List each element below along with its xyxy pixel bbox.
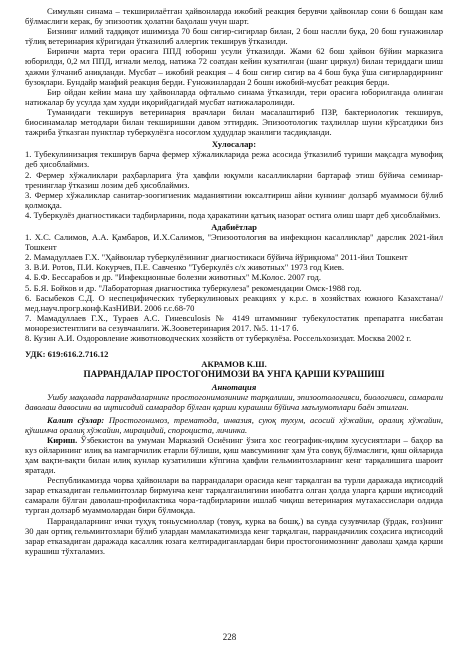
conclusions-list <box>25 149 443 220</box>
page-number: 228 <box>222 632 237 642</box>
reference-item: 6. Басыбеков С.Д. О неспецифических туберкулиновых реакциях у к.р.с. в хозяйствах южного Казахстана//мед.науч.прогр.конф.КазНИВИ. 2006 г.с.68-70 <box>25 292 443 313</box>
reference-item: 2. Мамадуллаев Г.Х. "Ҳайвонлар туберкулёзининг диагностикаси бўйича йўриқнома" 2011-йил Тошкент <box>25 252 408 263</box>
annotation-text: Ушбу мақолада паррандаларнинг простогонимозининг тарқалиши, эпизоотологияси, биологияси, самарали даволаш давосини ва ицтисодий самарадор бўлган қарши курашиш бўйича маълумотлари баён этилган. <box>25 392 443 413</box>
list-item: 3. Фермер хўжаликлар санитар-зоогигиеник маданиятини юксалтириш айни куннинг долзарб муаммоси бўлиб қолмоқда. <box>25 189 443 210</box>
reference-item: 5. Б.Я. Бойков и др. "Лабораторная диагностика туберкулеза" рекомендации Омск-1988 год. <box>25 282 362 293</box>
references-list <box>25 232 443 343</box>
reference-item: 7. Мамадуллаев Г.Х., Тураев А.С. Гиневсulosis № 4149 штаммнинг тубекулостатик препаратга нисбатан монорезистентлиги ва сезувчанлиги. Ж.Зооветеринария 2017. №5. 11-17 б. <box>25 312 443 333</box>
article-title: ПАРРАНДАЛАР ПРОСТОГОНИМОЗИ ВА УНГА ҚАРШИ КУРАШИШ <box>83 369 385 380</box>
references-heading: Адабиётлар <box>211 221 257 232</box>
paragraph: Паррандаларнинг ички туҳуқ тоньусмиоллар (товуқ, курка ва бошқ.) ва сувда сузувчилар (ўрдак, ғоз)нинг 30 дан ортиқ гельминтозлари бўлиб улардан мамлакатимизда кенг тарқалган, паррандачилик соҳасига иқтисодий зарар етказадиган даражада касаллик юзага келтирадиганлардан бири простогонимознинг даволаш ҳамда қарши курашиш тўхталамиз. <box>25 515 443 556</box>
intro-text: Ўзбекистон ва умуман Марказий Осиёнинг ўзига хос географик-иқлим хусусиятлари – баҳор ва куз ойларининг илиқ ва намгарчилик етарли бўлиши, қиш мавсумининг ҳам ўта совуқ бўлмаслиги, қиш ойларида ҳам вақти-вақти билан илиқ кунлар кузатилиши кўпгина ҳавфли гельминтозларнинг кенг тарқалишига шароит яратади. <box>25 434 443 476</box>
reference-item: 1. Х.С. Салимов, А.А. Қамбаров, И.Х.Салимов, "Эпизоотология ва инфекцион касалликлар" дарслик 2021-йил Тошкент <box>25 232 443 253</box>
paragraph: Симульян синама – текширилаётган ҳайвонларда ижобий реакция берувчи ҳайвонлар сони 6 бошдан кам бўлмаслиги керак, бу эпизоотик ҳолатни баҳолаш учун шарт. <box>25 6 443 27</box>
conclusions-heading: Хулосалар: <box>211 139 257 150</box>
article-authors: АКРАМОВ К.Ш. <box>201 359 267 370</box>
intro-paragraph <box>25 435 443 475</box>
page-content <box>25 6 443 556</box>
keywords <box>25 415 443 435</box>
paragraph: Бир ойдан кейин мана шу ҳайвонларда офтальмо синама ўтказилди, тери орасига юборилганда олинган натижалар бу усулда ҳам худди иқорийдагидай мусбат натижаларолинди. <box>25 86 443 107</box>
annotation-heading: Аннотация <box>211 382 257 393</box>
reference-item: 8. Кузин А.И. Оздоровление животноводческих хозяйств от туберкулёза. Россельхозиздат. Москва 2002 г. <box>25 333 412 343</box>
paragraph: Биринчи марта тери орасига ППД юбориш усули ўтказилди. Жами 62 бош ҳайвон бўйин марказига юборилди, 0,2 мл ППД, игнали мелод, натижа 72 соатдан кейин кузатилган (шанг циркул) билан териддаги шиш ҳажми ўлчаниб аниқланди. Мусбат – ижобий реакция – 4 бош сигир сигир ва 4 бош буқа ўша сигирлардирнинг бузоқлари. Бундайр манфий реакция берди. Ғуножинлардан 2 бошн ижобий-мусбат реакция берди. <box>25 46 443 87</box>
list-item: 2. Фермер хўжаликлари раҳбарларига ўта ҳавфли юқумли касалликларни бартараф этиш бўйича семинар-тренинглар ўтказиш лозим деб ҳисоблаймиз. <box>25 169 443 190</box>
list-item: 1. Тубекулинизация текширув барча фермер хўжаликларида режа асосида ўтказилиб туриши мақсадга мувофиқ деб ҳисоблаймиз. <box>25 149 443 170</box>
paragraph: Республикамизда чорва ҳайвонлари ва паррандалари орасида кенг тарқалган ва турли даражада иқтисодий зарар етказадиган гельминтозлар бирмунча кенг тарқалганлигини инобатга олган ҳолда уларга қарши иқтисодий самарали бўлган даволаш-профилактика чора-тадбирларини ишлаб чиқиш ветеринария мутахассислари олдида турган долзарб муаммолардан бири бўлмоқда. <box>25 475 443 516</box>
udk-code: УДК: 619:616.2.716.12 <box>25 349 109 360</box>
reference-item: 3. В.И. Ротов, П.И. Кокурчев, П.Е. Савченко "Туберкулёз с/х животных" 1973 год Киев. <box>25 262 345 273</box>
paragraph: Бизнинг илмий тадқиқот ишимизда 70 бош сигир-сигирлар билан, 2 бош наслли буқа, 20 бош ғунажинлар тўлиқ ветеринария кўригидан ўтказилиб аллергик текширув ўтказилди. <box>25 26 443 47</box>
keywords-text: Простогонимоз, трематода, инвазия, суюқ тухум, асосий хўжайин, оралиқ хўжайин, қўшимча оралиқ хўжайин, мирацидий, спороциста, личинка. <box>25 414 444 435</box>
paragraph: Туманидаги текширув ветеринария врачлари билан масалаштириб ПЗР, бактериологик текширув, биосинамалар методлари билан текширишни давом эттирдик. Эпизоотологик таҳлиллар шуни кўрсатдики биз тажриба ўтказган пунктлар туберкулёзга носоғлом ҳудудлар эканлиги тасдиқланди. <box>25 106 443 138</box>
reference-item: 4. Б.Ф. Бессарабов и др. "Инфекционные болезни животных" М.Колос. 2007 год. <box>25 272 321 283</box>
keywords-label: Калит сўзлар: <box>47 414 105 425</box>
intro-label: Кириш. <box>47 434 78 445</box>
list-item: 4. Туберкулёз диагностикаси тадбирларини, пода ҳаракатини қатъиқ назорат остига олиш шарт деб ҳисоблаймиз. <box>25 209 441 220</box>
